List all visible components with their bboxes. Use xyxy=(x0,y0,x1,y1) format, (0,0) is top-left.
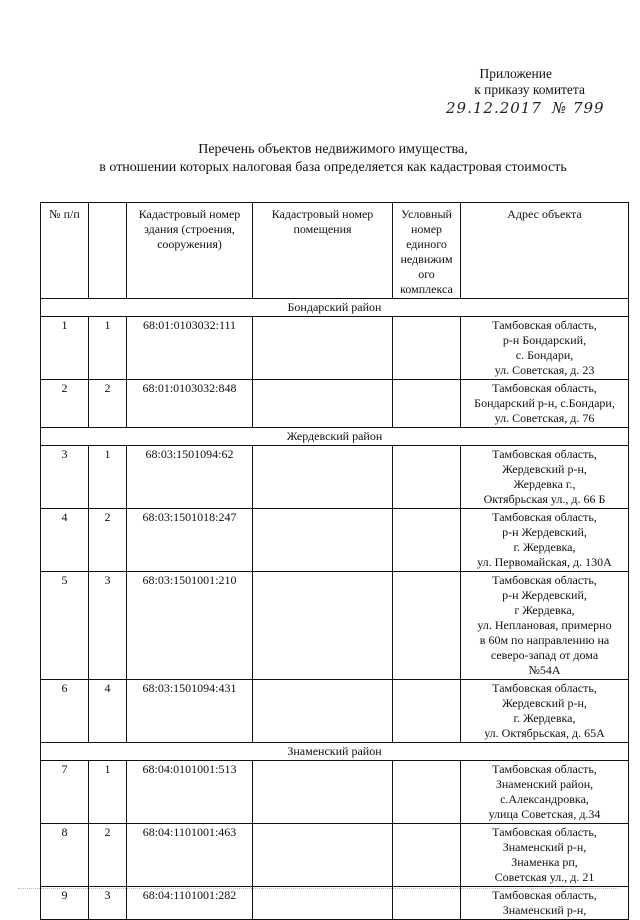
address-line: ул. Советская, д. 23 xyxy=(494,363,595,377)
address-line: Бондарский р-н, с.Бондари, xyxy=(474,396,615,410)
appendix-title: Приложение xyxy=(479,66,552,81)
cell-address xyxy=(461,380,629,428)
cell-num: 6 xyxy=(41,680,89,743)
cell-room xyxy=(253,761,393,824)
cell-address xyxy=(461,887,629,920)
address-line: Знаменский р-н, xyxy=(502,903,587,917)
address-line: Знаменский район, xyxy=(495,777,594,791)
header-complex: Условный номер единого недвижим ого комплекса xyxy=(393,203,461,299)
appendix-block xyxy=(0,66,607,98)
cell-cadastral: 68:03:1501001:210 xyxy=(127,572,253,680)
header-num: № п/п xyxy=(41,203,89,299)
cell-num: 8 xyxy=(41,824,89,887)
cell-room xyxy=(253,887,393,920)
cell-cadastral: 68:01:0103032:848 xyxy=(127,380,253,428)
cell-complex xyxy=(393,680,461,743)
cell-room xyxy=(253,572,393,680)
cell-address xyxy=(461,572,629,680)
address-line: с.Александровка, xyxy=(500,792,589,806)
cell-room xyxy=(253,509,393,572)
cell-address xyxy=(461,446,629,509)
cell-num: 3 xyxy=(41,446,89,509)
handwritten-date: 29.12.2017 xyxy=(446,99,542,117)
table-row xyxy=(41,317,629,380)
heading-line-1: Перечень объектов недвижимого имущества, xyxy=(198,142,468,157)
district-row xyxy=(41,743,629,761)
address-line: р-н Жердевский, xyxy=(502,588,587,602)
property-table xyxy=(40,202,629,920)
cell-cadastral: 68:03:1501094:62 xyxy=(127,446,253,509)
page-bottom-edge xyxy=(18,888,618,889)
cell-room xyxy=(253,380,393,428)
cell-num: 2 xyxy=(41,380,89,428)
document-heading xyxy=(0,141,640,177)
address-line: в 60м по направлению на xyxy=(479,633,610,647)
address-line: р-н Бондарский, xyxy=(502,333,587,347)
address-line: Октябрьская ул., д. 66 Б xyxy=(483,492,606,506)
address-line: Тамбовская область, xyxy=(492,762,597,776)
header-building: Кадастровый номер здания (строения, сооружения) xyxy=(127,203,253,299)
table-header-row xyxy=(41,203,629,299)
address-line: Жердевский р-н, xyxy=(502,696,587,710)
table-row xyxy=(41,380,629,428)
cell-complex xyxy=(393,446,461,509)
cell-cadastral: 68:01:0103032:111 xyxy=(127,317,253,380)
district-name: Жердевский район xyxy=(41,428,629,446)
address-line: Жердевка г., xyxy=(513,477,576,491)
address-line: Советская ул., д. 21 xyxy=(494,870,595,884)
address-line: Тамбовская область, xyxy=(492,381,597,395)
address-line: Знаменка рп, xyxy=(511,855,578,869)
address-line: г Жердевка, xyxy=(514,603,575,617)
cell-num: 1 xyxy=(41,317,89,380)
address-line: ул. Неплановая, примерно xyxy=(477,618,612,632)
cell-cadastral: 68:04:0101001:513 xyxy=(127,761,253,824)
cell-complex xyxy=(393,887,461,920)
district-name: Знаменский район xyxy=(41,743,629,761)
cell-complex xyxy=(393,572,461,680)
handwritten-number: № 799 xyxy=(552,99,605,117)
address-line: Тамбовская область, xyxy=(492,888,597,902)
address-line: Знаменский р-н, xyxy=(502,840,587,854)
cell-sub-num: 2 xyxy=(89,824,127,887)
address-line: Тамбовская область, xyxy=(492,447,597,461)
cell-cadastral: 68:04:1101001:463 xyxy=(127,824,253,887)
address-line: Тамбовская область, xyxy=(492,681,597,695)
cell-sub-num: 4 xyxy=(89,680,127,743)
cell-complex xyxy=(393,317,461,380)
cell-room xyxy=(253,446,393,509)
district-row xyxy=(41,428,629,446)
cell-room xyxy=(253,317,393,380)
address-line: Тамбовская область, xyxy=(492,510,597,524)
address-line: г. Жердевка, xyxy=(513,540,576,554)
address-line: Тамбовская область, xyxy=(492,825,597,839)
table-row xyxy=(41,887,629,920)
cell-sub-num: 1 xyxy=(89,761,127,824)
address-line: ул. Первомайская, д. 130А xyxy=(477,555,612,569)
table-row xyxy=(41,572,629,680)
cell-address xyxy=(461,509,629,572)
table-row xyxy=(41,761,629,824)
district-row xyxy=(41,299,629,317)
address-line: №54А xyxy=(528,663,561,677)
cell-complex xyxy=(393,509,461,572)
address-line: ул. Советская, д. 76 xyxy=(494,411,595,425)
cell-cadastral: 68:03:1501018:247 xyxy=(127,509,253,572)
cell-sub-num: 1 xyxy=(89,317,127,380)
cell-complex xyxy=(393,761,461,824)
cell-room xyxy=(253,824,393,887)
cell-sub-num: 1 xyxy=(89,446,127,509)
address-line: северо-запад от дома xyxy=(490,648,599,662)
heading-line-2: в отношении которых налоговая база определяется как кадастровая стоимость xyxy=(99,160,567,175)
cell-address xyxy=(461,761,629,824)
address-line: Тамбовская область, xyxy=(492,318,597,332)
cell-sub-num: 2 xyxy=(89,380,127,428)
cell-sub-num: 2 xyxy=(89,509,127,572)
cell-address xyxy=(461,680,629,743)
district-name: Бондарский район xyxy=(41,299,629,317)
cell-num: 9 xyxy=(41,887,89,920)
address-line: р-н Жердевский, xyxy=(502,525,587,539)
header-address: Адрес объекта xyxy=(461,203,629,299)
cell-cadastral: 68:04:1101001:282 xyxy=(127,887,253,920)
cell-address xyxy=(461,824,629,887)
cell-complex xyxy=(393,824,461,887)
cell-complex xyxy=(393,380,461,428)
cell-num: 7 xyxy=(41,761,89,824)
address-line: улица Советская, д.34 xyxy=(488,807,601,821)
address-line: Жердевский р-н, xyxy=(502,462,587,476)
header-sub xyxy=(89,203,127,299)
table-row xyxy=(41,446,629,509)
cell-cadastral: 68:03:1501094:431 xyxy=(127,680,253,743)
cell-num: 4 xyxy=(41,509,89,572)
table-row xyxy=(41,509,629,572)
address-line: г. Жердевка, xyxy=(513,711,576,725)
cell-sub-num: 3 xyxy=(89,572,127,680)
cell-room xyxy=(253,680,393,743)
table-row xyxy=(41,824,629,887)
cell-num: 5 xyxy=(41,572,89,680)
address-line: Тамбовская область, xyxy=(492,573,597,587)
table-row xyxy=(41,680,629,743)
appendix-order-ref: к приказу комитета xyxy=(474,82,585,97)
address-line: ул. Октябрьская, д. 65А xyxy=(484,726,605,740)
cell-address xyxy=(461,317,629,380)
cell-sub-num: 3 xyxy=(89,887,127,920)
address-line: с. Бондари, xyxy=(515,348,574,362)
header-room: Кадастровый номер помещения xyxy=(253,203,393,299)
